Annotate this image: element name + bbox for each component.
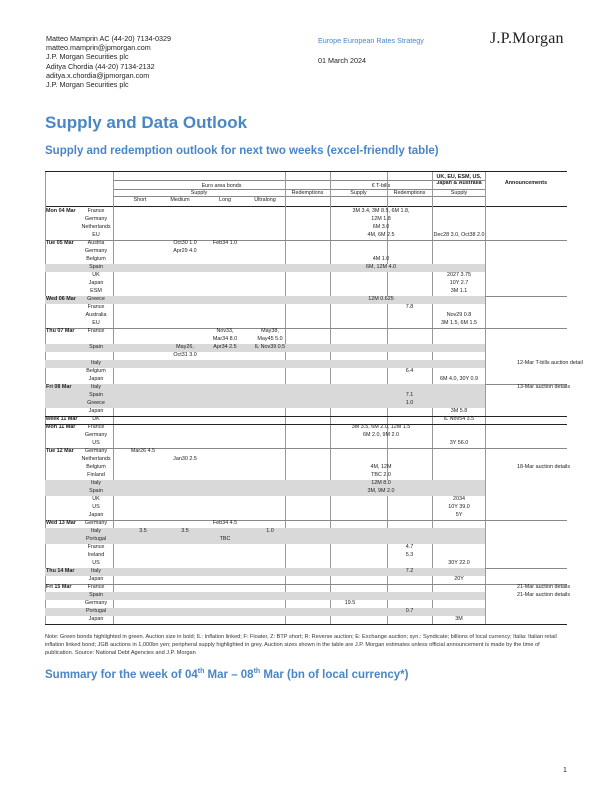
summary-mid: Mar – 08	[204, 669, 254, 681]
cell-long: Apr34 2.5	[213, 344, 237, 350]
cell-announcement: 12-Mar T-bills auction detail	[517, 360, 583, 366]
cell-medium: Jan30 2.5	[173, 456, 197, 462]
cell-bill: 6M 3.0	[372, 224, 390, 230]
cell-other: 5Y	[455, 512, 463, 518]
row-country: France	[87, 424, 105, 430]
cell-other: 6M 4.0, 30Y 0.9	[440, 376, 478, 382]
row-country: France	[87, 544, 105, 550]
row-date: Thu 14 Mar	[46, 568, 75, 574]
cell-medium: Oct31 3.0	[173, 352, 197, 358]
row-country: UK	[92, 496, 100, 502]
row-country: France	[87, 584, 105, 590]
row-country: Portugal	[85, 608, 107, 614]
cell-bill: 3M 3.5, 6M 2.0, 12M 1.5	[351, 424, 411, 430]
row-country: Spain	[89, 592, 103, 598]
head-tbills: € T-bills	[371, 183, 391, 189]
cell-ultra: May45 5.0	[257, 336, 283, 342]
header-rule	[113, 196, 485, 197]
head-supply-bills: Supply	[350, 190, 367, 196]
cell-bill: 3M, 9M 2.0	[367, 488, 395, 494]
row-country: Germany	[84, 600, 108, 606]
row-country: France	[87, 328, 105, 334]
cell-redemp: 19.5	[344, 600, 356, 606]
cell-long: Feb34 1.0	[212, 240, 238, 246]
cell-ultra: May38,	[261, 328, 279, 334]
table-subtitle: Supply and redemption outlook for next two weeks (excel-friendly table)	[45, 145, 439, 157]
cell-bredemp: 6.4	[405, 368, 414, 374]
header-bottom-rule	[45, 206, 567, 207]
cell-other: Nov29 0.8	[446, 312, 472, 318]
row-date: Fri 15 Mar	[46, 584, 72, 590]
cell-other: 3Y 56.0	[449, 440, 469, 446]
cell-bredemp: 0.7	[405, 608, 414, 614]
summary-sup1: th	[197, 668, 205, 676]
author2-firm: J.P. Morgan Securities plc	[46, 80, 129, 90]
series-name: Europe European Rates Strategy	[318, 36, 424, 45]
row-date: Mon 11 Mar	[46, 424, 76, 430]
cell-short: Mar26 4.5	[130, 448, 156, 454]
cell-short: 3.5	[139, 528, 147, 534]
row-country: Japan	[88, 616, 104, 622]
row-country: Spain	[89, 488, 103, 494]
row-country: Italy	[91, 528, 101, 534]
row-country: US	[92, 560, 100, 566]
row-country: Spain	[89, 344, 103, 350]
cell-other: 2034	[453, 496, 465, 502]
cell-bill: 3M 3.4, 3M 8.5, 6M 1.8,	[352, 208, 410, 214]
row-country: US	[92, 440, 100, 446]
cell-long: Feb34 4.5	[212, 520, 238, 526]
row-country: ESM	[90, 288, 102, 294]
row-date: Tue 12 Mar	[46, 448, 74, 454]
row-country: Japan	[88, 576, 104, 582]
row-country: Germany	[84, 248, 108, 254]
report-meta	[318, 36, 424, 65]
cell-announcement: 18-Mar auction details	[517, 464, 571, 470]
head-long: Long	[219, 197, 231, 203]
cell-other: 2027 3.75	[447, 272, 471, 278]
table-note: Note: Green bonds highlighted in green. Auction size in bold; IL: Inflation linked; F: Floater, Z: BTP short; R: Reverse auction; E: Exchange auction; syn.: Syndicate; billions of local currency; Italia: Italian retail inflation linked bond; JGB auctions in 1,000bn yen; peripheral supply highlighted in grey. Auction sizes shown in the table are J.P. Morgan estimates unless official announcement is made by the time of publication. Source: National Debt Agencies and J.P. Morgan	[45, 634, 557, 656]
summary-sup2: th	[253, 668, 261, 676]
cell-long: TBC	[219, 536, 231, 542]
cell-announcement: 21-Mar auction details	[517, 584, 571, 590]
author2-line: Aditya Chordia (44-20) 7134-2132	[46, 61, 155, 71]
row-country: Netherlands	[81, 224, 111, 230]
cell-announcement: 21-Mar auction details	[517, 592, 571, 598]
row-country: UK	[92, 416, 100, 422]
row-country: Japan	[88, 376, 104, 382]
head-medium: Medium	[170, 197, 190, 203]
day-separator	[45, 520, 567, 521]
row-country: Australia	[85, 312, 107, 318]
summary-pre: Summary for the week of 04	[45, 669, 198, 681]
head-supply-bonds: Supply	[190, 190, 208, 196]
author1-email[interactable]: matteo.mamprin@jpmorgan.com	[46, 43, 151, 53]
row-date: week 11 Mar	[46, 416, 78, 422]
head-redemptions-bonds: Redemptions	[291, 190, 324, 196]
row-country: Ireland	[87, 552, 105, 558]
cell-bill: 6M, 12M 4.0	[366, 264, 396, 270]
head-announcements: Announcements	[504, 180, 548, 186]
row-country: Italy	[91, 384, 101, 390]
row-country: Greece	[87, 296, 105, 302]
head-redemptions-bills: Redemptions	[393, 190, 426, 196]
cell-bill: 12M 8.0	[371, 480, 391, 486]
row-country: Spain	[89, 392, 103, 398]
row-country: Portugal	[85, 536, 107, 542]
row-country: Italy	[91, 360, 101, 366]
head-region-label-2: Japan & Australia	[436, 180, 482, 186]
row-country: Germany	[84, 432, 108, 438]
author2-email[interactable]: aditya.x.chordia@jpmorgan.com	[46, 70, 150, 80]
row-country: Japan	[88, 408, 104, 414]
head-region-label: UK, EU, ESM, US,	[436, 174, 482, 180]
head-supply-other: Supply	[450, 190, 468, 196]
row-country: EU	[92, 320, 100, 326]
day-separator	[45, 240, 567, 241]
cell-bill: 12M 1.8	[371, 216, 391, 222]
row-country: Germany	[84, 520, 108, 526]
cell-bredemp: 5.3	[405, 552, 414, 558]
cell-bill: TBC 2.0	[371, 472, 391, 478]
row-country: US	[92, 504, 100, 510]
cell-other: 3M 1.5, 6M 1.5	[441, 320, 477, 326]
cell-other: 10Y 2.7	[449, 280, 469, 286]
summary-heading	[45, 669, 408, 681]
row-date: Thu 07 Mar	[46, 328, 75, 334]
row-country: Greece	[87, 400, 105, 406]
row-country: Belgium	[86, 256, 106, 262]
day-separator	[45, 328, 567, 329]
row-country: Spain	[89, 264, 103, 270]
row-country: France	[87, 304, 105, 310]
row-country: Germany	[84, 448, 108, 454]
cell-bill: 4M 1.0	[372, 256, 390, 262]
cell-other: IL Nov54 3.5	[443, 416, 475, 422]
row-country: UK	[92, 272, 100, 278]
jpmorgan-logo: J.P.Morgan	[490, 30, 564, 47]
cell-bredemp: 1.0	[405, 400, 414, 406]
row-country: EU	[92, 232, 100, 238]
cell-bill: 4M, 6M 2.5	[367, 232, 395, 238]
cell-medium: May26,	[176, 344, 194, 350]
cell-bill: 12M 0.625	[368, 296, 394, 302]
row-country: Belgium	[86, 368, 106, 374]
head-short: Short	[133, 197, 147, 203]
row-country: Japan	[88, 512, 104, 518]
cell-medium: Apr29 4.0	[173, 248, 197, 254]
header-rule	[113, 180, 485, 181]
cell-bill: 6M 2.0, 9M 2.0	[363, 432, 399, 438]
author1-firm: J.P. Morgan Securities plc	[46, 52, 129, 62]
cell-medium: Oct30 1.0	[173, 240, 197, 246]
author-block	[46, 34, 171, 89]
cell-bredemp: 7.2	[405, 568, 414, 574]
summary-post: Mar (bn of local currency*)	[260, 669, 409, 681]
row-date: Tue 05 Mar	[46, 240, 74, 246]
week-separator	[45, 416, 567, 417]
row-date: Wed 13 Mar	[46, 520, 76, 526]
cell-long: Nov33,	[216, 328, 234, 334]
cell-ultra: 1.0	[266, 528, 274, 534]
cell-other: 3M 1.1	[450, 288, 468, 294]
cell-medium: 3.5	[181, 528, 189, 534]
row-country: Belgium	[86, 464, 106, 470]
head-ultralong: Ultralong	[254, 197, 276, 203]
report-date: 01 March 2024	[318, 56, 366, 66]
page-number: 1	[563, 767, 567, 774]
row-date: Mon 04 Mar	[46, 208, 76, 214]
row-date: Wed 06 Mar	[46, 296, 76, 302]
cell-other: 3M 5.8	[450, 408, 468, 414]
cell-ultra: IL Nov39 0.5	[254, 344, 286, 350]
cell-other: 3M	[455, 616, 463, 622]
cell-bill: 4M, 12M	[370, 464, 392, 470]
row-date: Fri 08 Mar	[46, 384, 72, 390]
head-euro-bonds: Euro area bonds	[201, 183, 242, 189]
row-country: Italy	[91, 568, 101, 574]
row-country: France	[87, 208, 105, 214]
row-country: Netherlands	[81, 456, 111, 462]
cell-other: 30Y 22.0	[448, 560, 470, 566]
cell-long: Mar34 8.0	[212, 336, 238, 342]
cell-other: 20Y	[454, 576, 464, 582]
row-country: Germany	[84, 216, 108, 222]
cell-other: Dec28 3.0, Oct38 2.0	[433, 232, 485, 238]
cell-announcement: 13-Mar auction details	[517, 384, 571, 390]
supply-outlook-table	[45, 171, 583, 625]
cell-other: 10Y 39.0	[448, 504, 470, 510]
cell-bredemp: 7.8	[405, 304, 414, 310]
cell-bredemp: 4.7	[405, 544, 414, 550]
author1-line: Matteo Mamprin AC (44-20) 7134-0329	[46, 34, 172, 43]
row-country: Austria	[87, 240, 105, 246]
day-separator	[45, 584, 567, 585]
row-country: Finland	[87, 472, 105, 478]
row-country: Italy	[91, 480, 101, 486]
cell-bredemp: 7.1	[405, 392, 414, 398]
page-title: Supply and Data Outlook	[45, 113, 248, 132]
row-country: Japan	[88, 280, 104, 286]
header-rule	[113, 189, 485, 190]
week-separator	[45, 424, 567, 425]
